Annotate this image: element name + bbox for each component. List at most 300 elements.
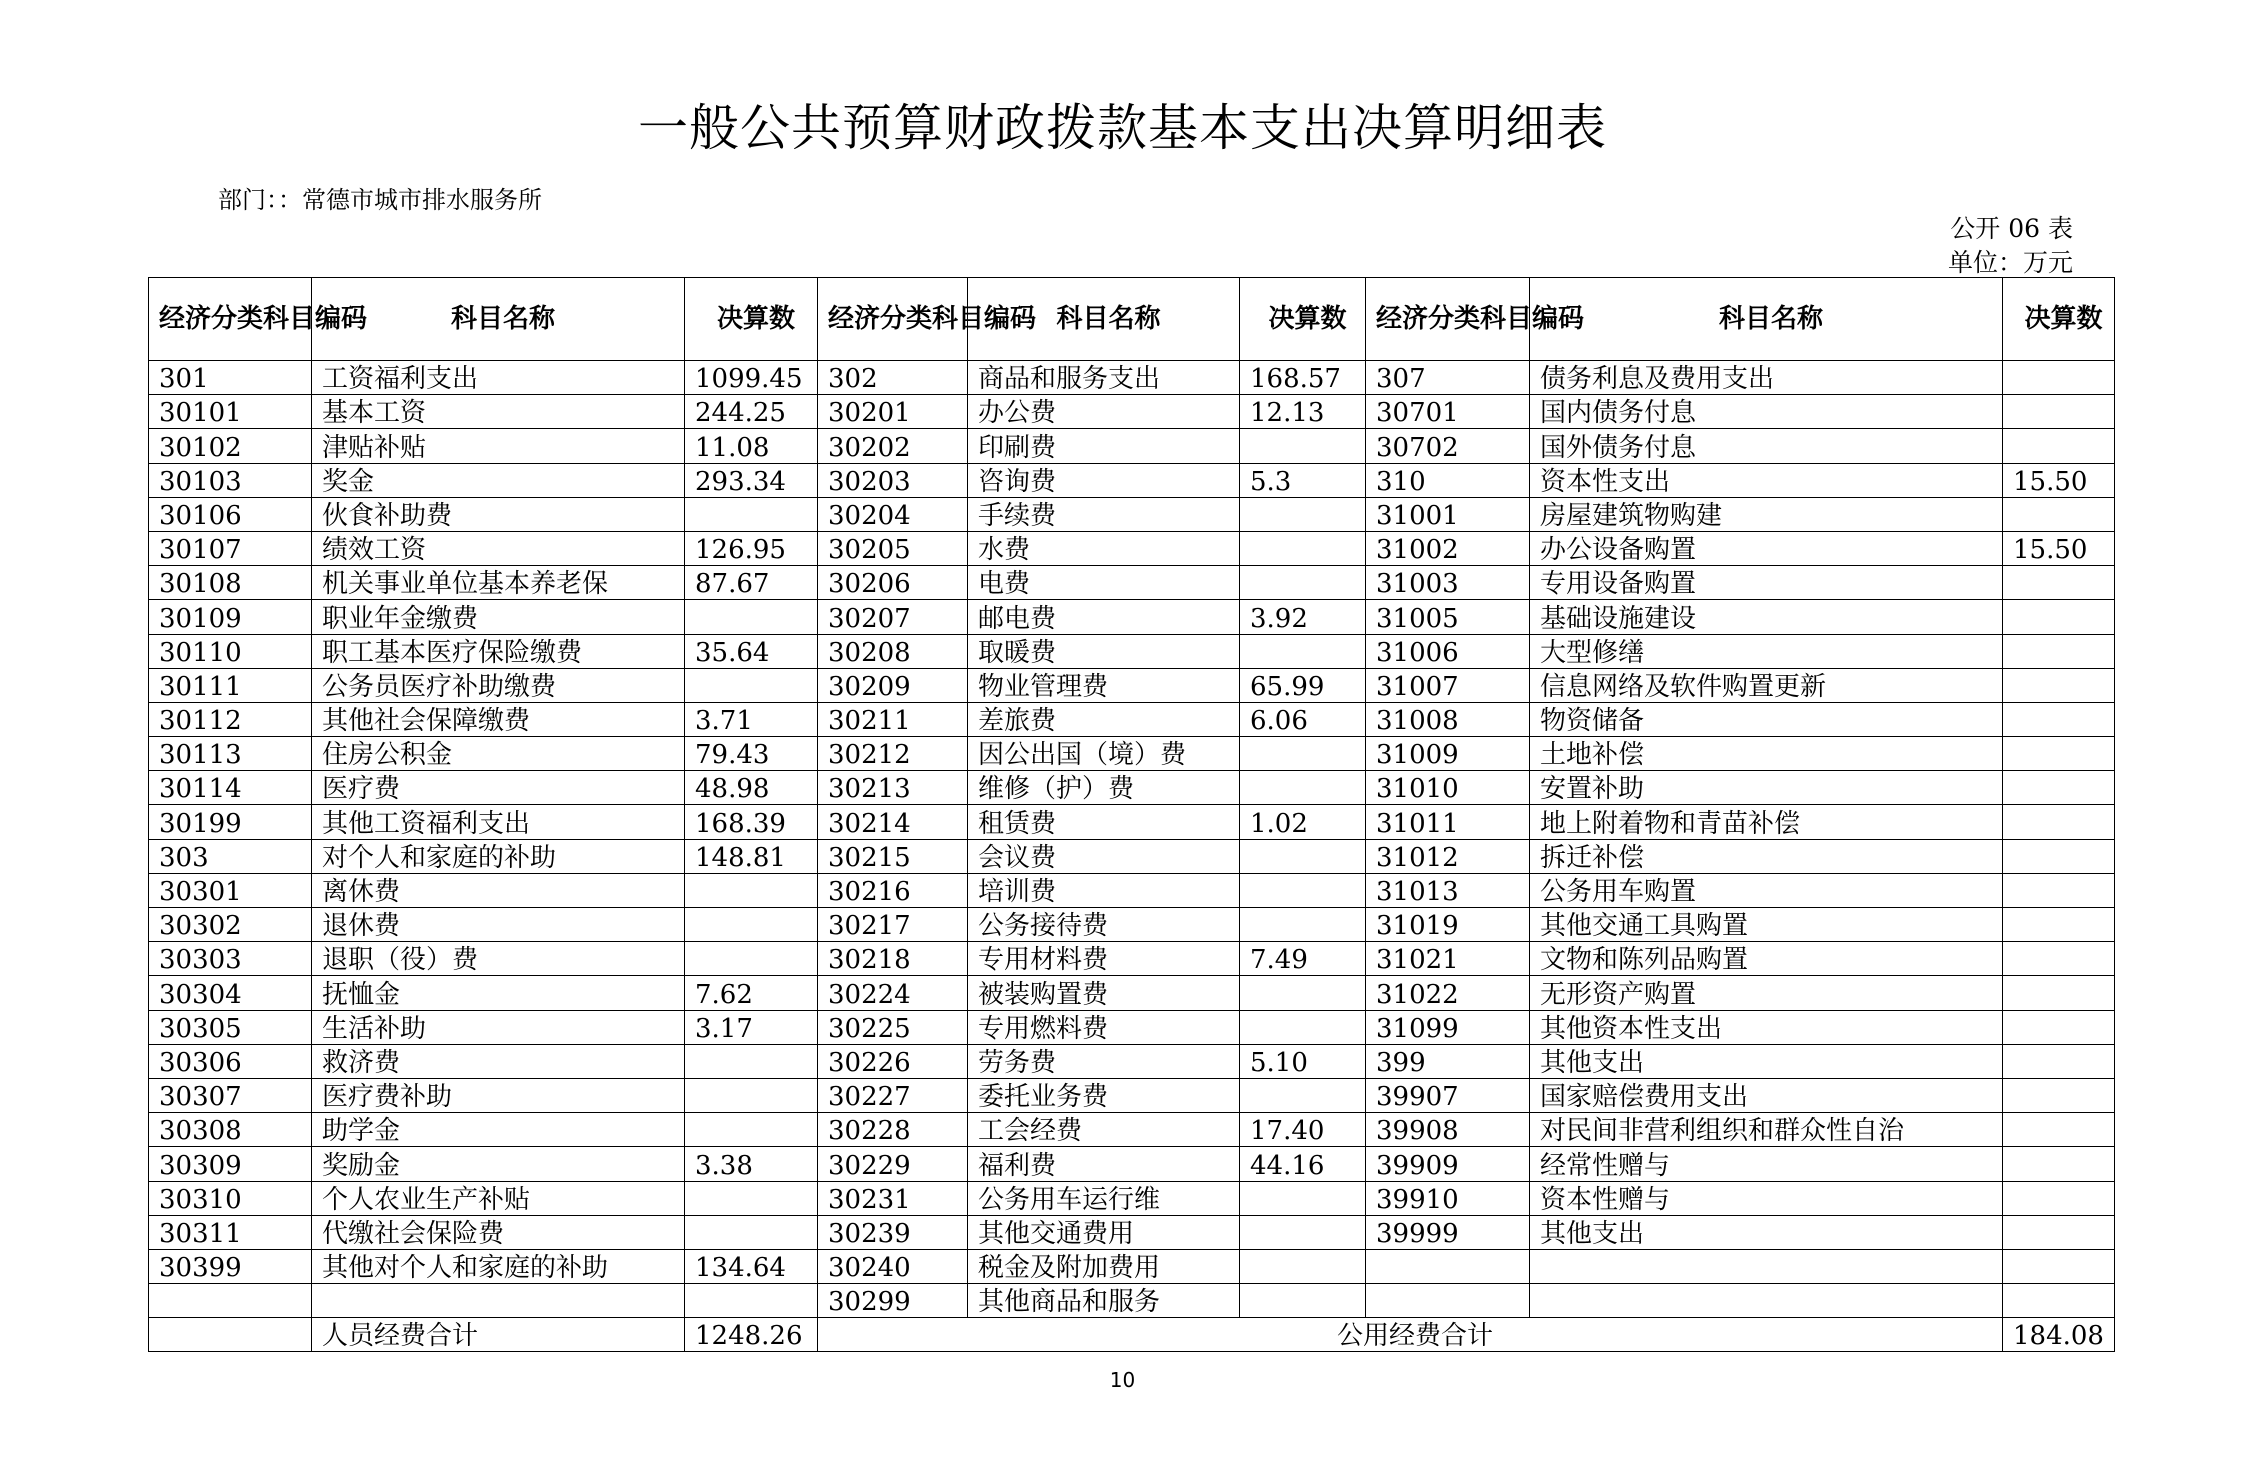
table-row <box>149 1010 2115 1044</box>
table-row <box>149 873 2115 907</box>
amount-cell: 87.67 <box>685 566 818 600</box>
amount-cell <box>1240 737 1366 771</box>
name-cell: 劳务费 <box>968 1044 1240 1078</box>
amount-cell: 3.92 <box>1240 600 1366 634</box>
code-cell: 31011 <box>1366 805 1530 839</box>
code-cell: 31021 <box>1366 942 1530 976</box>
amount-cell <box>2003 1284 2115 1318</box>
code-cell: 30205 <box>818 531 968 565</box>
code-cell: 399 <box>1366 1044 1530 1078</box>
table-row <box>149 1078 2115 1112</box>
name-cell: 电费 <box>968 566 1240 600</box>
name-cell: 公务员医疗补助缴费 <box>312 668 685 702</box>
amount-cell: 5.10 <box>1240 1044 1366 1078</box>
public-total-value: 184.08 <box>2003 1318 2115 1352</box>
amount-cell: 3.71 <box>685 702 818 736</box>
name-cell: 奖励金 <box>312 1147 685 1181</box>
code-cell: 30308 <box>149 1113 312 1147</box>
code-cell: 30302 <box>149 908 312 942</box>
name-cell: 福利费 <box>968 1147 1240 1181</box>
code-cell: 30307 <box>149 1078 312 1112</box>
amount-cell <box>1240 531 1366 565</box>
name-cell: 邮电费 <box>968 600 1240 634</box>
code-cell: 30114 <box>149 771 312 805</box>
amount-cell: 79.43 <box>685 737 818 771</box>
code-cell: 30112 <box>149 702 312 736</box>
amount-cell <box>685 1078 818 1112</box>
name-cell: 水费 <box>968 531 1240 565</box>
name-cell: 其他支出 <box>1530 1044 2003 1078</box>
code-cell: 31099 <box>1366 1010 1530 1044</box>
code-cell <box>149 1284 312 1318</box>
name-cell: 其他商品和服务 <box>968 1284 1240 1318</box>
code-cell: 30311 <box>149 1215 312 1249</box>
code-cell: 30201 <box>818 395 968 429</box>
name-cell: 退职（役）费 <box>312 942 685 976</box>
amount-cell <box>1240 429 1366 463</box>
table-row <box>149 531 2115 565</box>
header-amount-1: 决算数 <box>685 278 818 361</box>
name-cell: 资本性支出 <box>1530 463 2003 497</box>
code-cell: 30109 <box>149 600 312 634</box>
amount-cell <box>685 908 818 942</box>
table-row <box>149 942 2115 976</box>
code-cell: 30212 <box>818 737 968 771</box>
amount-cell <box>2003 771 2115 805</box>
code-cell: 39907 <box>1366 1078 1530 1112</box>
code-cell: 30303 <box>149 942 312 976</box>
header-code-2: 经济分类科目编码 <box>818 278 968 361</box>
code-cell: 30701 <box>1366 395 1530 429</box>
amount-cell: 134.64 <box>685 1249 818 1283</box>
amount-cell: 15.50 <box>2003 463 2115 497</box>
name-cell: 会议费 <box>968 839 1240 873</box>
table-row <box>149 1044 2115 1078</box>
amount-cell <box>1240 771 1366 805</box>
totals-row <box>149 1318 2115 1352</box>
name-cell: 个人农业生产补贴 <box>312 1181 685 1215</box>
amount-cell <box>2003 942 2115 976</box>
name-cell: 国外债务付息 <box>1530 429 2003 463</box>
code-cell: 39910 <box>1366 1181 1530 1215</box>
amount-cell <box>2003 873 2115 907</box>
amount-cell: 3.17 <box>685 1010 818 1044</box>
code-cell <box>1366 1249 1530 1283</box>
amount-cell <box>1240 908 1366 942</box>
table-row <box>149 1147 2115 1181</box>
amount-cell: 65.99 <box>1240 668 1366 702</box>
code-cell <box>1366 1284 1530 1318</box>
code-cell: 30110 <box>149 634 312 668</box>
amount-cell <box>2003 497 2115 531</box>
amount-cell <box>1240 1249 1366 1283</box>
name-cell: 伙食补助费 <box>312 497 685 531</box>
header-code-1: 经济分类科目编码 <box>149 278 312 361</box>
amount-cell <box>1240 1181 1366 1215</box>
code-cell: 30226 <box>818 1044 968 1078</box>
expenditure-table <box>148 277 2115 1352</box>
code-cell: 30215 <box>818 839 968 873</box>
code-cell: 31022 <box>1366 976 1530 1010</box>
header-amount-3: 决算数 <box>2003 278 2115 361</box>
code-cell: 31006 <box>1366 634 1530 668</box>
code-cell: 31001 <box>1366 497 1530 531</box>
code-cell: 30209 <box>818 668 968 702</box>
table-row <box>149 566 2115 600</box>
amount-cell: 168.57 <box>1240 361 1366 395</box>
name-cell: 因公出国（境）费 <box>968 737 1240 771</box>
code-cell: 30305 <box>149 1010 312 1044</box>
name-cell: 被装购置费 <box>968 976 1240 1010</box>
table-row <box>149 908 2115 942</box>
code-cell: 30225 <box>818 1010 968 1044</box>
code-cell: 30231 <box>818 1181 968 1215</box>
code-cell: 30218 <box>818 942 968 976</box>
code-cell: 31012 <box>1366 839 1530 873</box>
code-cell: 30199 <box>149 805 312 839</box>
code-cell: 30204 <box>818 497 968 531</box>
name-cell: 住房公积金 <box>312 737 685 771</box>
name-cell: 手续费 <box>968 497 1240 531</box>
name-cell: 维修（护）费 <box>968 771 1240 805</box>
name-cell: 公务接待费 <box>968 908 1240 942</box>
code-cell: 30229 <box>818 1147 968 1181</box>
code-cell: 30309 <box>149 1147 312 1181</box>
code-cell: 30206 <box>818 566 968 600</box>
name-cell: 其他交通费用 <box>968 1215 1240 1249</box>
name-cell: 土地补偿 <box>1530 737 2003 771</box>
amount-cell <box>685 497 818 531</box>
name-cell <box>1530 1249 2003 1283</box>
amount-cell <box>1240 566 1366 600</box>
amount-cell <box>2003 1078 2115 1112</box>
code-cell: 39908 <box>1366 1113 1530 1147</box>
code-cell: 30224 <box>818 976 968 1010</box>
table-row <box>149 668 2115 702</box>
code-cell: 30306 <box>149 1044 312 1078</box>
name-cell: 大型修缮 <box>1530 634 2003 668</box>
department-label: 部门：：常德市城市排水服务所 <box>218 186 542 214</box>
code-cell: 30310 <box>149 1181 312 1215</box>
amount-cell: 1.02 <box>1240 805 1366 839</box>
name-cell: 救济费 <box>312 1044 685 1078</box>
code-cell: 30228 <box>818 1113 968 1147</box>
amount-cell: 3.38 <box>685 1147 818 1181</box>
code-cell: 30108 <box>149 566 312 600</box>
table-row <box>149 600 2115 634</box>
name-cell: 房屋建筑物购建 <box>1530 497 2003 531</box>
code-cell: 30216 <box>818 873 968 907</box>
name-cell: 职业年金缴费 <box>312 600 685 634</box>
table-row <box>149 976 2115 1010</box>
code-cell: 30102 <box>149 429 312 463</box>
code-cell: 30103 <box>149 463 312 497</box>
code-cell: 30213 <box>818 771 968 805</box>
table-row <box>149 395 2115 429</box>
table-row <box>149 1181 2115 1215</box>
amount-cell: 244.25 <box>685 395 818 429</box>
name-cell: 税金及附加费用 <box>968 1249 1240 1283</box>
name-cell: 公务用车运行维 <box>968 1181 1240 1215</box>
name-cell: 生活补助 <box>312 1010 685 1044</box>
name-cell <box>1530 1284 2003 1318</box>
code-cell: 307 <box>1366 361 1530 395</box>
name-cell: 基本工资 <box>312 395 685 429</box>
amount-cell: 7.49 <box>1240 942 1366 976</box>
name-cell: 代缴社会保险费 <box>312 1215 685 1249</box>
name-cell: 专用设备购置 <box>1530 566 2003 600</box>
code-cell: 30702 <box>1366 429 1530 463</box>
name-cell: 办公费 <box>968 395 1240 429</box>
amount-cell: 15.50 <box>2003 531 2115 565</box>
code-cell: 30203 <box>818 463 968 497</box>
name-cell: 其他资本性支出 <box>1530 1010 2003 1044</box>
amount-cell <box>2003 1147 2115 1181</box>
name-cell: 退休费 <box>312 908 685 942</box>
code-cell: 31013 <box>1366 873 1530 907</box>
code-cell: 30106 <box>149 497 312 531</box>
code-cell: 31007 <box>1366 668 1530 702</box>
name-cell: 信息网络及软件购置更新 <box>1530 668 2003 702</box>
amount-cell <box>2003 702 2115 736</box>
name-cell: 其他支出 <box>1530 1215 2003 1249</box>
name-cell: 专用材料费 <box>968 942 1240 976</box>
amount-cell <box>685 1215 818 1249</box>
table-row <box>149 702 2115 736</box>
amount-cell <box>2003 908 2115 942</box>
table-row <box>149 463 2115 497</box>
code-cell: 30299 <box>818 1284 968 1318</box>
name-cell: 对个人和家庭的补助 <box>312 839 685 873</box>
unit-label: 单位：万元 <box>1947 248 2073 277</box>
table-row <box>149 1215 2115 1249</box>
amount-cell: 148.81 <box>685 839 818 873</box>
amount-cell: 168.39 <box>685 805 818 839</box>
name-cell: 商品和服务支出 <box>968 361 1240 395</box>
name-cell: 其他对个人和家庭的补助 <box>312 1249 685 1283</box>
amount-cell <box>2003 566 2115 600</box>
code-cell: 30207 <box>818 600 968 634</box>
amount-cell <box>2003 839 2115 873</box>
code-cell: 30240 <box>818 1249 968 1283</box>
table-row <box>149 737 2115 771</box>
header-name-2: 科目名称 <box>968 278 1240 361</box>
code-cell: 30211 <box>818 702 968 736</box>
amount-cell <box>2003 429 2115 463</box>
personnel-total-value: 1248.26 <box>685 1318 818 1352</box>
code-cell: 31009 <box>1366 737 1530 771</box>
amount-cell: 126.95 <box>685 531 818 565</box>
amount-cell <box>685 600 818 634</box>
amount-cell <box>2003 668 2115 702</box>
code-cell: 30217 <box>818 908 968 942</box>
name-cell: 离休费 <box>312 873 685 907</box>
totals-blank <box>149 1318 312 1352</box>
table-row <box>149 771 2115 805</box>
code-cell: 31019 <box>1366 908 1530 942</box>
table-row <box>149 361 2115 395</box>
amount-cell <box>2003 1181 2115 1215</box>
code-cell: 30214 <box>818 805 968 839</box>
amount-cell <box>1240 873 1366 907</box>
name-cell: 租赁费 <box>968 805 1240 839</box>
name-cell: 机关事业单位基本养老保 <box>312 566 685 600</box>
table-row <box>149 839 2115 873</box>
amount-cell <box>1240 1078 1366 1112</box>
code-cell: 30107 <box>149 531 312 565</box>
code-cell: 31002 <box>1366 531 1530 565</box>
code-cell: 30399 <box>149 1249 312 1283</box>
name-cell <box>312 1284 685 1318</box>
amount-cell <box>2003 1113 2115 1147</box>
code-cell: 30301 <box>149 873 312 907</box>
code-cell: 39999 <box>1366 1215 1530 1249</box>
page-title: 一般公共预算财政拨款基本支出决算明细表 <box>638 99 1607 157</box>
amount-cell: 12.13 <box>1240 395 1366 429</box>
name-cell: 安置补助 <box>1530 771 2003 805</box>
amount-cell: 7.62 <box>685 976 818 1010</box>
name-cell: 物资储备 <box>1530 702 2003 736</box>
amount-cell <box>685 942 818 976</box>
amount-cell: 44.16 <box>1240 1147 1366 1181</box>
amount-cell <box>2003 1249 2115 1283</box>
name-cell: 培训费 <box>968 873 1240 907</box>
amount-cell <box>1240 1010 1366 1044</box>
name-cell: 医疗费补助 <box>312 1078 685 1112</box>
code-cell: 30304 <box>149 976 312 1010</box>
code-cell: 30239 <box>818 1215 968 1249</box>
header-code-3: 经济分类科目编码 <box>1366 278 1530 361</box>
name-cell: 奖金 <box>312 463 685 497</box>
amount-cell <box>685 873 818 907</box>
amount-cell <box>1240 634 1366 668</box>
amount-cell <box>1240 839 1366 873</box>
code-cell: 31003 <box>1366 566 1530 600</box>
code-cell: 30208 <box>818 634 968 668</box>
amount-cell <box>685 1284 818 1318</box>
code-cell: 39909 <box>1366 1147 1530 1181</box>
header-amount-2: 决算数 <box>1240 278 1366 361</box>
name-cell: 取暖费 <box>968 634 1240 668</box>
amount-cell: 11.08 <box>685 429 818 463</box>
code-cell: 31010 <box>1366 771 1530 805</box>
code-cell: 30111 <box>149 668 312 702</box>
code-cell: 31008 <box>1366 702 1530 736</box>
table-meta <box>1948 212 2073 280</box>
name-cell: 绩效工资 <box>312 531 685 565</box>
code-cell: 30113 <box>149 737 312 771</box>
public-total-label: 公用经费合计 <box>818 1318 2003 1352</box>
name-cell: 拆迁补偿 <box>1530 839 2003 873</box>
name-cell: 文物和陈列品购置 <box>1530 942 2003 976</box>
code-cell: 301 <box>149 361 312 395</box>
header-name-3: 科目名称 <box>1530 278 2003 361</box>
amount-cell <box>685 1044 818 1078</box>
amount-cell: 48.98 <box>685 771 818 805</box>
table-row <box>149 634 2115 668</box>
code-cell: 30101 <box>149 395 312 429</box>
amount-cell: 5.3 <box>1240 463 1366 497</box>
amount-cell: 293.34 <box>685 463 818 497</box>
name-cell: 物业管理费 <box>968 668 1240 702</box>
header-name-1: 科目名称 <box>312 278 685 361</box>
amount-cell <box>2003 395 2115 429</box>
code-cell: 310 <box>1366 463 1530 497</box>
name-cell: 公务用车购置 <box>1530 873 2003 907</box>
code-cell: 303 <box>149 839 312 873</box>
amount-cell: 6.06 <box>1240 702 1366 736</box>
name-cell: 办公设备购置 <box>1530 531 2003 565</box>
table-row <box>149 805 2115 839</box>
name-cell: 职工基本医疗保险缴费 <box>312 634 685 668</box>
name-cell: 债务利息及费用支出 <box>1530 361 2003 395</box>
code-cell: 30227 <box>818 1078 968 1112</box>
name-cell: 其他工资福利支出 <box>312 805 685 839</box>
amount-cell <box>1240 1215 1366 1249</box>
amount-cell <box>1240 497 1366 531</box>
amount-cell <box>685 1181 818 1215</box>
name-cell: 抚恤金 <box>312 976 685 1010</box>
name-cell: 无形资产购置 <box>1530 976 2003 1010</box>
name-cell: 地上附着物和青苗补偿 <box>1530 805 2003 839</box>
name-cell: 助学金 <box>312 1113 685 1147</box>
name-cell: 对民间非营利组织和群众性自治 <box>1530 1113 2003 1147</box>
name-cell: 经常性赠与 <box>1530 1147 2003 1181</box>
table-row <box>149 1249 2115 1283</box>
amount-cell <box>2003 976 2115 1010</box>
name-cell: 医疗费 <box>312 771 685 805</box>
name-cell: 其他社会保障缴费 <box>312 702 685 736</box>
name-cell: 资本性赠与 <box>1530 1181 2003 1215</box>
amount-cell <box>1240 1284 1366 1318</box>
amount-cell <box>2003 805 2115 839</box>
amount-cell <box>2003 1044 2115 1078</box>
name-cell: 差旅费 <box>968 702 1240 736</box>
amount-cell: 17.40 <box>1240 1113 1366 1147</box>
amount-cell <box>2003 634 2115 668</box>
name-cell: 咨询费 <box>968 463 1240 497</box>
name-cell: 其他交通工具购置 <box>1530 908 2003 942</box>
table-row <box>149 1113 2115 1147</box>
personnel-total-label: 人员经费合计 <box>312 1318 685 1352</box>
name-cell: 委托业务费 <box>968 1078 1240 1112</box>
name-cell: 津贴补贴 <box>312 429 685 463</box>
amount-cell <box>1240 976 1366 1010</box>
amount-cell <box>2003 1010 2115 1044</box>
code-cell: 30202 <box>818 429 968 463</box>
amount-cell <box>685 1113 818 1147</box>
name-cell: 印刷费 <box>968 429 1240 463</box>
code-cell: 31005 <box>1366 600 1530 634</box>
name-cell: 工资福利支出 <box>312 361 685 395</box>
page-number: 10 <box>1109 1368 1136 1392</box>
table-row <box>149 497 2115 531</box>
name-cell: 国内债务付息 <box>1530 395 2003 429</box>
amount-cell <box>2003 1215 2115 1249</box>
name-cell: 工会经费 <box>968 1113 1240 1147</box>
amount-cell <box>2003 737 2115 771</box>
header-row <box>149 278 2115 361</box>
form-number: 公开 06 表 <box>1950 214 2073 243</box>
amount-cell: 1099.45 <box>685 361 818 395</box>
table-row <box>149 429 2115 463</box>
code-cell: 302 <box>818 361 968 395</box>
table-row <box>149 1284 2115 1318</box>
name-cell: 基础设施建设 <box>1530 600 2003 634</box>
amount-cell <box>2003 600 2115 634</box>
amount-cell <box>2003 361 2115 395</box>
name-cell: 国家赔偿费用支出 <box>1530 1078 2003 1112</box>
